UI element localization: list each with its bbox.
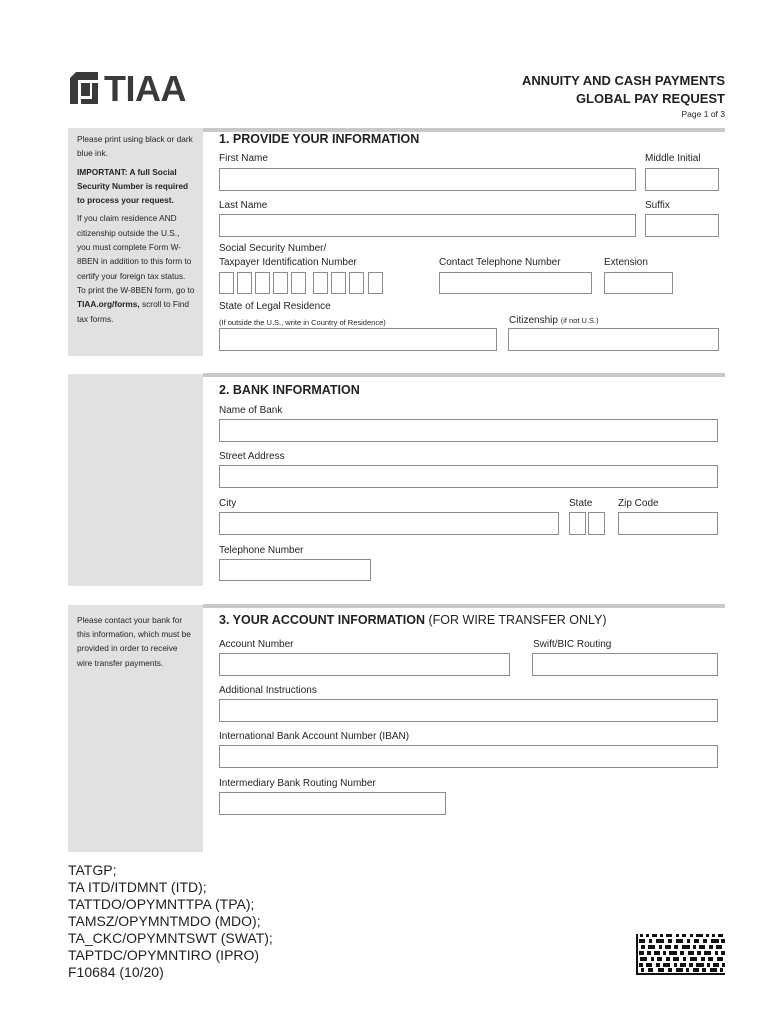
sidebar-bank-info xyxy=(68,374,203,586)
sidebar-account-info xyxy=(68,605,203,852)
tiaa-logo-mark xyxy=(68,70,100,106)
suffix-label: Suffix xyxy=(645,200,670,211)
iban-label: International Bank Account Number (IBAN) xyxy=(219,731,410,742)
residence-label: State of Legal Residence xyxy=(219,301,331,312)
phone-field[interactable] xyxy=(439,272,592,294)
account-number-label: Account Number xyxy=(219,639,294,650)
ink-instruction: Please print using black or dark blue ink. xyxy=(77,134,193,159)
ssn-important-note: IMPORTANT: A full Social Security Number is required to process your request. xyxy=(77,166,189,206)
section3-title-main: 3. YOUR ACCOUNT INFORMATION xyxy=(219,613,426,627)
citizenship-label xyxy=(509,315,599,326)
citizenship-label-text: Citizenship xyxy=(509,315,558,326)
form-number: F10684 (10/20) xyxy=(68,964,164,980)
iban-field[interactable] xyxy=(219,745,718,768)
code-line: TA_CKC/OPYMNTSWT (SWAT); xyxy=(68,930,273,946)
zip-code-label: Zip Code xyxy=(618,498,659,509)
citizenship-note: (if not U.S.) xyxy=(560,316,599,325)
code-line: TATGP; xyxy=(68,862,117,878)
first-name-label: First Name xyxy=(219,153,268,164)
section3-title-sub: (FOR WIRE TRANSFER ONLY) xyxy=(425,613,607,627)
section2-title: 2. BANK INFORMATION xyxy=(219,383,360,397)
code-line: TA ITD/ITDMNT (ITD); xyxy=(68,879,207,895)
swift-field[interactable] xyxy=(532,653,718,676)
sidebar-instructions xyxy=(68,128,203,356)
ssn-digit-box[interactable] xyxy=(291,272,306,294)
ssn-label-line1: Social Security Number/ xyxy=(219,243,327,254)
street-address-label: Street Address xyxy=(219,451,285,462)
ssn-label-line2: Taxpayer Identification Number xyxy=(219,257,357,268)
form-title-line1: ANNUITY AND CASH PAYMENTS xyxy=(522,73,725,88)
state-box-2[interactable] xyxy=(588,512,605,535)
section1-title: 1. PROVIDE YOUR INFORMATION xyxy=(219,132,420,146)
state-box-1[interactable] xyxy=(569,512,586,535)
additional-instructions-field[interactable] xyxy=(219,699,718,722)
bank-telephone-label: Telephone Number xyxy=(219,545,304,556)
city-field[interactable] xyxy=(219,512,559,535)
phone-label: Contact Telephone Number xyxy=(439,257,561,268)
state-label: State xyxy=(569,498,593,509)
ssn-digit-box[interactable] xyxy=(219,272,234,294)
routing-codes xyxy=(68,862,273,981)
section3-rule xyxy=(203,604,725,608)
form-title-line2: GLOBAL PAY REQUEST xyxy=(575,91,725,106)
w8ben-note xyxy=(77,211,195,325)
suffix-field[interactable] xyxy=(645,214,719,237)
forms-link[interactable]: TIAA.org/forms, xyxy=(77,299,140,310)
city-label: City xyxy=(219,498,237,509)
residence-note: (If outside the U.S., write in Country of Residence) xyxy=(219,318,386,327)
logo-text: TIAA xyxy=(104,68,186,109)
w8ben-note-text: If you claim residence AND citizenship outside the U.S., you must complete Form W-8BEN in addition to this form to certify your foreign tax status. To print the W-8BEN form, go to xyxy=(77,213,195,295)
extension-label: Extension xyxy=(604,257,648,268)
ssn-digit-box[interactable] xyxy=(313,272,328,294)
section3-title xyxy=(219,613,607,627)
ssn-digit-box[interactable] xyxy=(255,272,270,294)
form-title xyxy=(522,72,725,120)
tiaa-logo xyxy=(68,70,208,108)
code-line: TATTDO/OPYMNTTPA (TPA); xyxy=(68,896,255,912)
middle-initial-label: Middle Initial xyxy=(645,153,701,164)
ssn-digit-box[interactable] xyxy=(368,272,383,294)
bank-name-field[interactable] xyxy=(219,419,718,442)
bank-telephone-field[interactable] xyxy=(219,559,371,581)
citizenship-field[interactable] xyxy=(508,328,719,351)
ssn-digit-box[interactable] xyxy=(349,272,364,294)
section2-rule xyxy=(203,373,725,377)
zip-code-field[interactable] xyxy=(618,512,718,535)
code-line: TAMSZ/OPYMNTMDO (MDO); xyxy=(68,913,261,929)
bank-name-label: Name of Bank xyxy=(219,405,283,416)
code-line: TAPTDC/OPYMNTIRO (IPRO) xyxy=(68,947,260,963)
first-name-field[interactable] xyxy=(219,168,636,191)
last-name-label: Last Name xyxy=(219,200,268,211)
w8ben-note-end: scroll to Find tax forms. xyxy=(77,299,190,324)
account-number-field[interactable] xyxy=(219,653,510,676)
intermediary-routing-label: Intermediary Bank Routing Number xyxy=(219,778,376,789)
ssn-digit-box[interactable] xyxy=(273,272,288,294)
last-name-field[interactable] xyxy=(219,214,636,237)
additional-instructions-label: Additional Instructions xyxy=(219,685,317,696)
datamatrix-barcode xyxy=(636,934,725,975)
ssn-digit-box[interactable] xyxy=(331,272,346,294)
extension-field[interactable] xyxy=(604,272,673,294)
page-number: Page 1 of 3 xyxy=(681,109,725,119)
residence-field[interactable] xyxy=(219,328,497,351)
swift-label: Swift/BIC Routing xyxy=(533,639,612,650)
middle-initial-field[interactable] xyxy=(645,168,719,191)
ssn-digit-box[interactable] xyxy=(237,272,252,294)
bank-contact-note: Please contact your bank for this information, which must be provided in order to receive wire transfer payments. xyxy=(77,615,191,668)
intermediary-routing-field[interactable] xyxy=(219,792,446,815)
street-address-field[interactable] xyxy=(219,465,718,488)
